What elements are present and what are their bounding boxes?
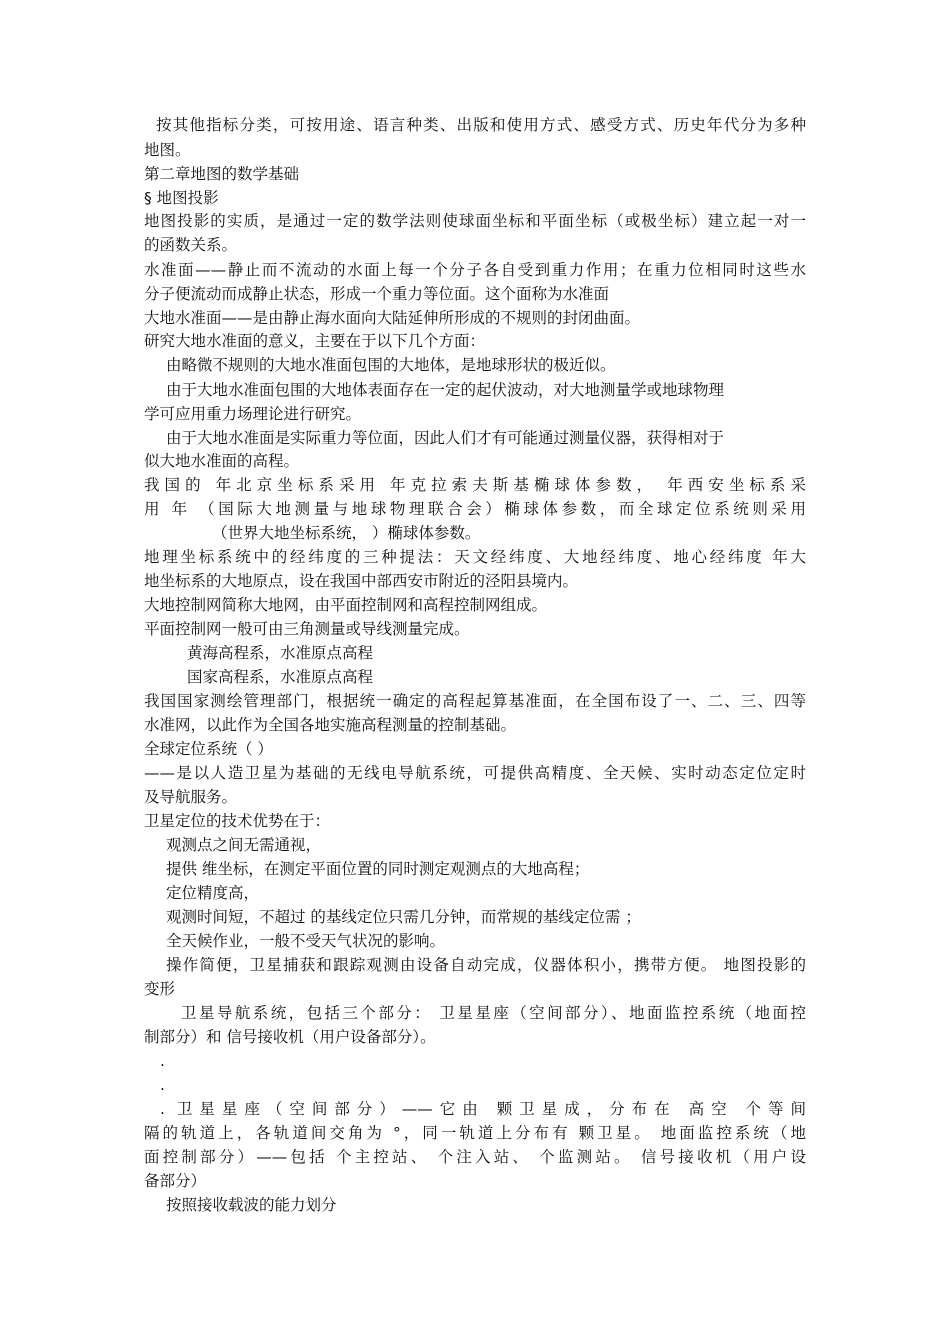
section-heading: § 地图投影 [144, 189, 219, 207]
text-line: 我国的 年北京坐标系采用 年克拉索夫斯基椭球体参数， 年西安坐标系采 [144, 476, 806, 494]
text-line: 提供 维坐标，在测定平面位置的同时测定观测点的大地高程； [166, 860, 590, 878]
text-line: 观测时间短，不超过 的基线定位只需几分钟，而常规的基线定位需 ； [166, 908, 641, 926]
text-line: 研究大地水准面的意义，主要在于以下几个方面： [144, 332, 486, 350]
text-line: . [160, 1076, 165, 1094]
text-line: 定位精度高， [166, 884, 260, 902]
text-line: 全球定位系统（ ） [144, 740, 273, 758]
text-line: 由略微不规则的大地水准面包围的大地体，是地球形状的极近似。 [166, 356, 616, 374]
text-line: 似大地水准面的高程。 [144, 452, 300, 470]
text-line: 观测点之间无需通视， [166, 836, 322, 854]
text-line: 隔的轨道上，各轨道间交角为 °，同一轨道上分布有 颗卫星。 地面监控系统（地 [144, 1124, 806, 1142]
text-line: 面控制部分）——包括 个主控站、 个注入站、 个监测站。 信号接收机（用户设 [144, 1148, 806, 1166]
text-line: （世界大地坐标系统， ）椭球体参数。 [212, 524, 481, 542]
text-line: 卫星定位的技术优势在于： [144, 812, 331, 830]
text-line: 按其他指标分类，可按用途、语言种类、出版和使用方式、感受方式、历史年代分为多种 [156, 116, 806, 134]
text-line: 全天候作业，一般不受天气状况的影响。 [166, 932, 446, 950]
text-line: ——是以人造卫星为基础的无线电导航系统，可提供高精度、全天候、实时动态定位定时 [144, 764, 806, 782]
text-line: 由于大地水准面包围的大地体表面存在一定的起伏波动，对大地测量学或地球物理 [166, 381, 725, 399]
text-line: 按照接收载波的能力划分 [166, 1196, 337, 1214]
text-line: 学可应用重力场理论进行研究。 [144, 405, 362, 423]
text-line: . 卫星星座（空间部分）——它由 颗卫星成，分布在 高空 个等间 [160, 1100, 806, 1118]
text-line: 变形 [144, 980, 176, 998]
text-line: 用 年 （国际大地测量与地球物理联合会）椭球体参数，而全球定位系统则采用 [144, 500, 806, 518]
text-line: 制部分）和 信号接收机（用户设备部分）。 [144, 1028, 436, 1046]
text-line: 卫星导航系统，包括三个部分： 卫星星座（空间部分）、地面监控系统（地面控 [181, 1004, 806, 1022]
text-line: 的函数关系。 [144, 236, 238, 254]
chapter-heading: 第二章地图的数学基础 [144, 165, 300, 183]
text-line: 地理坐标系统中的经纬度的三种提法：天文经纬度、大地经纬度、地心经纬度 年大 [144, 548, 806, 566]
text-line: 大地水准面——是由静止海水面向大陆延伸所形成的不规则的封闭曲面。 [144, 309, 641, 327]
text-line: 由于大地水准面是实际重力等位面，因此人们才有可能通过测量仪器，获得相对于 [166, 429, 725, 447]
text-line: 及导航服务。 [144, 788, 238, 806]
text-line: 黄海高程系，水准原点高程 [187, 644, 374, 662]
text-line: 备部分） [144, 1172, 207, 1190]
text-line: 水准网，以此作为全国各地实施高程测量的控制基础。 [144, 716, 517, 734]
text-line: 操作简便，卫星捕获和跟踪观测由设备自动完成，仪器体积小，携带方便。 地图投影的 [166, 956, 806, 974]
text-line: 地图。 [144, 141, 191, 159]
text-line: 平面控制网一般可由三角测量或导线测量完成。 [144, 620, 470, 638]
text-line: 地坐标系的大地原点，设在我国中部西安市附近的泾阳县境内。 [144, 572, 579, 590]
text-line: . [160, 1052, 165, 1070]
text-line: 水准面——静止而不流动的水面上每一个分子各自受到重力作用；在重力位相同时这些水 [144, 261, 806, 279]
text-line: 地图投影的实质，是通过一定的数学法则使球面坐标和平面坐标（或极坐标）建立起一对一 [144, 212, 806, 230]
text-line: 国家高程系，水准原点高程 [187, 668, 374, 686]
text-line: 我国国家测绘管理部门，根据统一确定的高程起算基准面，在全国布设了一、二、三、四等 [144, 692, 806, 710]
text-line: 分子便流动而成静止状态，形成一个重力等位面。这个面称为水准面 [144, 285, 610, 303]
text-line: 大地控制网简称大地网，由平面控制网和高程控制网组成。 [144, 596, 548, 614]
